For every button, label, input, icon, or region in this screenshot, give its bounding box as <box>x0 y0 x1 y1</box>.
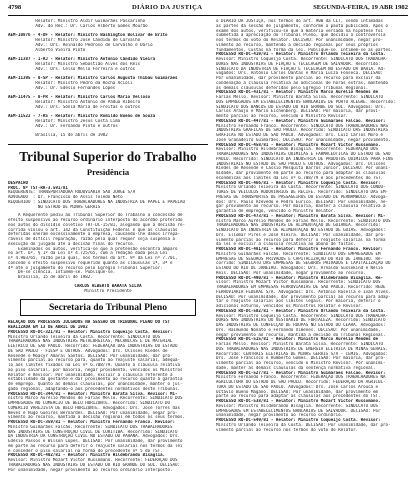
body-line: deferidas oneram excessivamente a empresa, causando-lhe danos irrepa- <box>8 232 181 237</box>
body-line: efeito suspensivo ao recurso ordinário interposto do acórdão proferido <box>8 218 183 222</box>
secretaria-line: nistro Marco Aurélio Mendes de Farias Mello. Recorrente: SINDICATO DOS <box>8 396 183 401</box>
right-line: da lei e excluir a cláusula relativa ao abono de faltas. <box>216 242 356 247</box>
page-header <box>8 4 408 14</box>
right-line: corrido: SINDICATO DAS EMPRESAS DE SEGUROS PRIVADOS E CAPITALIZAÇÃO DO <box>216 261 391 266</box>
secretaria-title: Secretaria do Tribunal Pleno <box>20 299 196 316</box>
right-line: PROCESSO RO-DC-527/81 - Relator: Ministro Guimarães Falcão. Revisor: <box>216 370 386 375</box>
right-line: econômicas aos limites da Lei nº 6.708/79 e aos precedentes do TST. <box>216 175 384 180</box>
right-line: Ministro Orlando Teixeira da Costa. Recorrente: SINDICATO DOS CONDU- <box>216 185 386 190</box>
right-line: Riedel de Resende e Cássio Mesquita Barros Júnior. DECISÃO: Por unani- <box>216 166 391 171</box>
right-line: DORES NAS INDÚSTRIAS DE FIAÇÃO E TECELAGEM DE SALVADOR. Recorrido: <box>216 61 381 66</box>
right-line: INDÚSTRIAS GRÁFICAS DE SÃO PAULO. Recorrido: SINDICATO DAS INDÚSTRIAS <box>216 128 389 133</box>
body-line: concedo o efeito suspensivo requerido quanto às cláusulas 1ª, 3ª e <box>8 260 173 265</box>
right-line: negar provimento ao recurso, mantida a decisão do Tribunal Regional. <box>216 332 386 337</box>
right-line: o DIÁRIO DA JUSTIÇA, nos termos do art. 900 da CLT, sendo intimadas <box>216 19 384 23</box>
right-line: PROCESSO RO-DC-447/81 - Relator: Ministro Guimarães Falcão. Revisor: <box>216 118 386 123</box>
body-line: no art. 6º, § 1º da Lei nº 4.725/65, com a redação dada pela Lei <box>8 251 168 256</box>
secretaria-line: Ministro Orlando Teixeira da Costa. Recorrente: SINDICATO DOS <box>8 334 161 339</box>
right-line: Ministro Fernando Franco. Recorrente: FEDERAÇÃO DOS TRABALHADORES NA <box>216 375 386 380</box>
left-column <box>8 19 208 472</box>
secretaria-line: REALIZADA EM 13 DE ABRIL DE 1982 <box>8 325 88 329</box>
right-line: PROCESSO RO-DC-431/81 - Relator: Ministro Marco Aurélio Mendes de <box>216 90 379 95</box>
right-line: garantia de emprego, vencido o Ministro Relator. <box>216 209 336 213</box>
case-line: Relator: Ministro Jesus Costa Lima <box>8 118 121 123</box>
right-line: TORES DE VEÍCULOS RODOVIÁRIOS DE RECIFE. Recorrido: SINDICATO DAS EM- <box>216 190 389 194</box>
right-line: Octávio Bueno Magano. DECISÃO: Por unanimidade, dar provimento em <box>216 389 379 394</box>
signature-role: Ministro Presidente <box>84 288 132 293</box>
despacho-line: NO ESTADO DE MINAS GERAIS <box>8 204 101 209</box>
body-line: Dê-se ciência. Intimem-se. Publique-se. <box>8 270 116 275</box>
right-line: DOS TRABALHADORES NAS INDÚSTRIAS DE ENERGIA ELÉTRICA DE MINAS GERAIS. <box>216 346 389 351</box>
right-line: SINDICATO DA INDÚSTRIA DE FIAÇÃO E TECELAGEM NO ESTADO DA BAHIA. Ad- <box>216 66 386 71</box>
body-line: nº 4.903/65, razão pela qual, nos termos do art. 9º da Lei nº 7.701, <box>8 256 178 260</box>
right-line: fundamentos. Custas na forma da lei. Publique-se. Intimem-se as partes. <box>216 47 393 52</box>
right-line: vogados: Drs. Antônio Carlos Dantas e Maria Luiza Fonseca. DECISÃO: <box>216 71 384 76</box>
right-line: PROCESSO RO-DC-419/81 - Relator: Ministro Orlando Teixeira da Costa. <box>216 52 386 57</box>
right-line: vimento parcial ao recurso nos termos do voto do Relator. <box>216 427 359 432</box>
body-line: 4ª até o julgamento do recurso pelo Egrégio Tribunal Superior. <box>8 265 163 270</box>
body-line: A Requerente pediu ao Tribunal Superior do Trabalho a concessão de <box>8 213 183 218</box>
right-line: Revisor: Ministro Coqueijo Costa. Recorrente: SINDICATO DOS TRABALHA- <box>216 313 389 318</box>
secretaria-text <box>8 320 208 472</box>
right-line: TRABALHADORES EM EMPRESAS FERROVIÁRIAS DE SÃO PAULO. Recorrido: REDE <box>216 285 386 289</box>
case-line: Relator: Ministro Sebastião Alves dos Reis <box>8 61 141 66</box>
case-line: Adv.: Dr. Fernando Pinto e outros <box>8 123 118 128</box>
case-line: Adv. do Rec.: Dr. Carlos Alberto Gomes Mourão <box>8 23 148 28</box>
right-line: Drs. José Francisco e Humberto Gomes. DECISÃO: Por maioria, dar pro- <box>216 356 386 361</box>
right-line: nistro Marco Aurélio Mendes de Farias Mello. Recorrente: SINDICATO DOS <box>216 218 391 223</box>
secretaria-line: Ministro Guimarães Falcão. Recorrente: SINDICATO DOS TRABALHADORES <box>8 424 173 429</box>
right-line: PROCESSO RO-DC-549/81 - Relator: Ministro Coqueijo Costa. Revisor: <box>216 418 381 422</box>
right-line: Ministro Guimarães Falcão. Recorrente: SINDICATO DOS EMPREGADOS EM <box>216 251 381 256</box>
despacho-body <box>8 213 208 280</box>
right-line: nos termos do voto do Relator. DECISÃO: Por unanimidade, negar pro- <box>216 38 384 42</box>
case-line: AEM-10876 - 4-DF - Relator: Ministro Washington Bolívar de Brito <box>8 33 168 38</box>
secretaria-line: ao piso salarial, por maioria, negar provimento, vencidos os Ministros <box>8 367 183 372</box>
right-column-text <box>216 19 408 432</box>
right-line: Ministro Fernando Franco. Recorrente: SINDICATO DOS TRABALHADORES NAS <box>216 123 389 128</box>
right-line: DECISÃO: Por unanimidade, dar provimento parcial ao recurso para adap- <box>216 294 391 299</box>
right-line: PROCESSO RO-DC-515/81 - Relator: Ministro Marco Aurélio Mendes de <box>216 337 379 342</box>
case-list-top <box>8 19 208 138</box>
right-line: PROCESSO RO-DC-458/81 - Relator: Ministro Mozart Victor Russomano. <box>216 142 381 147</box>
right-line: vimento parcial ao recurso para deferir o reajuste salarial na forma <box>216 237 386 242</box>
right-line: Recorrido: CENTRAIS ELÉTRICAS DE MINAS GERAIS S/A - CEMIG. Advogados: <box>216 351 389 356</box>
secretaria-line: Relator e Revisor. Por unanimidade, excluir a cláusula referente à <box>8 372 173 377</box>
secretaria-line: lo aos limites fixados na Lei nº 6.708/79. Quanto à cláusula relativa <box>8 363 181 367</box>
right-column <box>216 19 408 432</box>
body-line: Brasília, 15 de abril de 1982. <box>8 275 93 279</box>
right-line: SINDICATO DOS BANCOS DO ESTADO DO RIO GRANDE DO SUL. Advogados: Drs. <box>216 104 386 109</box>
right-line: mento parcial ao recurso, vencido o Ministro Revisor. <box>216 114 349 118</box>
right-line: TRABALHADORES NAS INDÚSTRIAS DE ALIMENTAÇÃO DE GOIÂNIA. Recorrido: <box>216 223 381 228</box>
secretaria-line: Resende e Moacyr Amaral Santos. DECISÃO: Por unanimidade, dar pro- <box>8 353 173 358</box>
right-line: parte ao recurso para adaptar as cláusulas aos precedentes do TST. <box>216 394 381 399</box>
right-line: PROCESSO RO-DC-473/81 - Relator: Ministro Barata Silva. Revisor: Mi- <box>216 213 386 218</box>
secretaria-line: de emprego. Quanto às demais cláusulas, por unanimidade, manter o jul- <box>8 382 183 386</box>
case-line: Relator: Ministro Pedro da Rocha Acioli <box>8 80 133 85</box>
case-line: AEM-11522 - 7-RS - Relator: Ministro Romildo Bueno de Souza <box>8 114 156 118</box>
right-line: ESTADO DO RIO DE JANEIRO. Advogados: Drs. Arnaldo Süssekind e Nélio <box>216 266 384 270</box>
case-line: Adv.: Drs. Reinaldo Pedroso de Carvalho e Dário <box>8 42 153 47</box>
right-line: dade, manter as demais cláusulas da sentença normativa regional. <box>216 365 376 370</box>
case-line: Alberto Vieira Pinto <box>8 47 86 52</box>
right-line: tar o reajuste salarial aos limites legais. Por maioria, deferir o <box>216 299 381 304</box>
secretaria-line: PROCESSO RO-DC-321/81 - Relator: Ministro Coqueijo Costa. Revisor: <box>8 329 173 334</box>
case-line: Relator: Ministro Antônio de Pádua Ribeiro <box>8 99 141 104</box>
right-line: TURA DO ESTADO DE SÃO PAULO. Advogados: Drs. José Carlos Arouca e <box>216 384 379 389</box>
secretaria-line: gado regional, adaptando-o aos precedentes normativos deste Tribunal. <box>8 386 181 391</box>
secretaria-line: COMÉRCIO VAREJISTA DE BELO HORIZONTE. Advogados: Drs. José Torres das <box>8 405 181 410</box>
header-rule <box>8 15 408 16</box>
right-line: EMPREGADOS EM ESTABELECIMENTOS BANCÁRIOS DE SALVADOR. DECISÃO: Por <box>216 408 381 413</box>
case-line: AEM-11387 - 1-RJ - Relator: Ministro Antônio Cândido Vieira <box>8 57 156 61</box>
case-line: Relator: Ministro José Cândido de Carvalho <box>8 38 141 42</box>
right-line: DORES NAS INDÚSTRIAS DO VESTUÁRIO DE FORTALEZA. Recorrido: SINDICATO <box>216 318 386 323</box>
secretaria-line: em parte ao recurso para deferir o reajuste salarial nos termos da lei <box>8 443 183 448</box>
right-line: Revisor: Ministro Coqueijo Costa. Recorrente: SINDICATO DOS TRABALHA- <box>216 57 389 61</box>
secretaria-line: Por unanimidade, negar provimento ao recurso ordinário interposto. <box>8 467 173 472</box>
right-line: EMPRESAS DE SEGUROS PRIVADOS E CAPITALIZAÇÃO DO RIO DE JANEIRO. Re- <box>216 256 384 261</box>
secretaria-line: ELÉTRICO DE SÃO PAULO. Recorrido: FEDERAÇÃO DAS INDÚSTRIAS DO ESTADO <box>8 344 178 348</box>
right-line: GRÁFICAS NO ESTADO DE SÃO PAULO. Advogados: Drs. Luiz Carlos Moro e <box>216 133 384 137</box>
right-line: Reis. DECISÃO: Por unanimidade, negar provimento ao recurso. <box>216 270 366 275</box>
secretaria-line: TRABALHADORES NAS INDÚSTRIAS METALÚRGICAS, MECÂNICAS E DE MATERIAL <box>8 339 173 344</box>
right-line: Revisor: Ministro Hildebrando Bisaglia. Recorrente: SINDICATO DOS <box>216 403 379 408</box>
despacho-line: REQUERIDO : SINDICATO DOS TRABALHADORES NA INDÚSTRIA DE PAPEL E PAPELÃO <box>8 199 185 204</box>
page-number: 4798 <box>8 4 22 11</box>
right-line: unanimidade, negar provimento ao recurso ordinário. <box>216 413 344 418</box>
right-line: Drs. Raimundo Nonato e Fernando Ximenes. DECISÃO: Por unanimidade, <box>216 327 381 332</box>
right-line: as partes da sessão de julgamento, conforme a pauta publicada. Após o <box>216 23 389 28</box>
right-line: submetida à apreciação do Tribunal Pleno, que decidiu a controvérsia <box>216 33 386 38</box>
secretaria-line: PROCESSO RO-DC-344/81 - Relator: Ministro Barata Silva. Revisor: Mi- <box>8 391 178 396</box>
section-presidencia: Presidência <box>86 166 130 177</box>
right-line: vimento ao recurso, mantendo a decisão regional por seus próprios <box>216 42 379 47</box>
case-line: Adv.: Drs. Sônia Maria de Freitas e outros <box>8 104 141 109</box>
signature-name: CARLOS ALBERTO BARATA SILVA <box>74 283 142 288</box>
secretaria-line: TRABALHADORES NAS INDÚSTRIAS DO ESTADO DO RIO GRANDE DO SUL. DECISÃO: <box>8 462 181 467</box>
right-line: PROCESSO RO-DC-502/81 - Relator: Ministro Orlando Teixeira da Costa. <box>216 308 386 313</box>
body-line: corrida violou o art. 142 da Constituição Federal e que as cláusulas <box>8 227 178 232</box>
case-line: Relator: Ministro Aldir Guimarães Passarinho <box>8 19 146 23</box>
right-line: FERROVIÁRIA FEDERAL S/A. Advogados: Drs. Antônio Rosella e Ivan Alves. <box>216 289 391 294</box>
right-line: Drs. Eliomar Pires e José Vieira. DECISÃO: Por unanimidade, dar pro- <box>216 232 386 237</box>
body-line: nos autos do dissídio coletivo TRT-DC-15/81, alegando que a decisão re- <box>8 222 185 227</box>
case-line: Adv.: Drs. Celso Mello Ferreira e outros <box>8 66 136 71</box>
right-line: PRESAS DE TRANSPORTES DE PASSAGEIROS DO ESTADO DE PERNAMBUCO. Advoga- <box>216 194 389 199</box>
court-title: Tribunal Superior do Trabalho <box>8 144 208 165</box>
secretaria-line: PROCESSO RO-DC-402/81 - Relator: Ministro Hildebrando Bisaglia. <box>8 453 166 458</box>
right-line: Carlos Araújo e Mário Eichenberg. DECISÃO: Por maioria, dar provi- <box>216 109 381 114</box>
right-line: PROCESSO RO-DC-538/81 - Relator: Ministro Mozart Victor Russomano. <box>216 399 381 403</box>
secretaria-line: RELAÇÃO DOS PROCESSOS JULGADOS NA SESSÃO DO TRIBUNAL PLENO DO TST <box>8 320 171 325</box>
right-line: José Granadeiro Guimarães. DECISÃO: Por unanimidade, negar provimento. <box>216 137 391 142</box>
despacho-line: PROC. Nº TST-RR-3.591/81 <box>8 185 68 190</box>
case-line: AEM-11475 - 0-PR - Relator: Ministro Carlos Mário Velloso <box>8 95 151 99</box>
despacho-line: ADVOGADO : Dr. Francisco de Assis Toledo Neto <box>8 195 123 199</box>
right-line: PROCESSO RO-DC-466/81 - Relator: Ministro Coqueijo Costa. Revisor: <box>216 180 381 185</box>
secretaria-line: PROCESSO RO-DC-359/81 - Relator: Ministro Fernando Franco. Revisor: <box>8 420 176 424</box>
right-line: PAULO. Recorrido: SINDICATO DA INDÚSTRIA DE PRODUTOS QUÍMICOS PARA FINS <box>216 156 393 161</box>
secretaria-line: Revisor: Ministro Mozart Victor Russomano. Recorrente: FEDERAÇÃO DOS <box>8 458 178 462</box>
secretaria-line: vimento ao recurso, mantida a decisão regional em todos os seus termos. <box>8 415 185 420</box>
right-line: TRABALHADORES NAS INDÚSTRIAS QUÍMICAS E FARMACÊUTICAS DO ESTADO DE SÃO <box>216 152 391 156</box>
right-line: Farias Mello. Revisor: Ministro Barata Silva. Recorrente: SINDICATO <box>216 342 384 346</box>
right-line: DOS EMPREGADOS EM ESTABELECIMENTOS BANCÁRIOS DE PORTO ALEGRE. Recorrido: <box>216 99 396 104</box>
case-line: Brasília, 15 de abril de 1982 <box>8 133 108 137</box>
body-line: execução do julgado até a decisão final do recurso. <box>8 241 136 246</box>
despacho-line: REQUERENTE: TRANSPORTADORA RODOVIÁRIA SÃO JORGE S/A <box>8 190 136 195</box>
right-line: midade, dar provimento em parte ao recurso para adaptar as cláusulas <box>216 171 386 175</box>
secretaria-line: DE SÃO PAULO - FIESP E OUTROS. Advogados: Drs. Ulisses Riedel de <box>8 348 168 353</box>
right-line: Por unanimidade, dar provimento parcial ao recurso para excluir da <box>216 76 381 80</box>
right-line: vimento parcial ao recurso, vencido o Ministro Revisor. Por unanimi- <box>216 361 386 365</box>
right-line: condenação a cláusula relativa ao adicional de horas extras, mantendo <box>216 80 389 85</box>
body-line: Examinados os autos, verifica-se que a pretensão encontra amparo <box>8 246 178 251</box>
right-line: SINDICATO DA INDÚSTRIA DE ALIMENTAÇÃO NO ESTADO DE GOIÁS. Advogados: <box>216 228 386 232</box>
right-line: adicional noturno, vencidos os Ministros Relator e Revisor. <box>216 304 364 308</box>
despacho-header <box>8 181 208 210</box>
right-line: PROCESSO RO-DC-490/81 - Relator: Ministro Hildebrando Bisaglia. Re- <box>216 275 384 280</box>
body-line: ráveis de difícil reparação, razão pela qual requer seja suspensa a <box>8 237 176 241</box>
right-line: AGRICULTURA DO ESTADO DE SÃO PAULO. Recorrido: FEDERAÇÃO DA AGRICUL- <box>216 380 386 384</box>
case-line: Adv.: Dr. Edésio Fernandes Lopes <box>8 85 116 90</box>
right-line: visor: Ministro Mozart Victor Russomano. Recorrente: SINDICATO DOS <box>216 280 381 285</box>
right-line: gar provimento ao recurso. Por maioria, manter a cláusula relativa à <box>216 204 386 209</box>
right-line: dos: Drs. Paulo Azevedo e Pedro Eurico. DECISÃO: Por unanimidade, ne- <box>216 199 389 204</box>
secretaria-line: estabilidade da gestante e dar provimento ao recurso quanto à garantia <box>8 377 183 382</box>
right-line: as demais cláusulas deferidas pelo Egrégio Tribunal Regional. <box>216 85 369 90</box>
right-line: Revisor: Ministro Hildebrando Bisaglia. Recorrente: FEDERAÇÃO DOS <box>216 147 379 152</box>
secretaria-line: vimento parcial ao recurso para, quanto ao reajuste salarial, adequá- <box>8 358 181 363</box>
publication-name: DIÁRIO DA JUSTIÇA <box>131 4 203 11</box>
page-date: SEGUNDA-FEIRA, 19 ABR 1982 <box>313 4 408 11</box>
right-line: Farias Mello. Revisor: Ministro Barata Silva. Recorrente: SINDICATO <box>216 95 384 99</box>
right-line: exame dos autos, verificou-se que a matéria versada na hipótese foi <box>216 28 384 33</box>
secretaria-line: DA INDÚSTRIA DA CONSTRUÇÃO CIVIL NO ESTADO DO PARANÁ. Advogados: Drs. <box>8 434 181 439</box>
secretaria-line: Edésio Passos e Wilson Lopes. DECISÃO: Por unanimidade, dar provimento <box>8 439 183 443</box>
secretaria-line: NAS INDÚSTRIAS DE CONSTRUÇÃO CIVIL DE CURITIBA. Recorrido: SINDICATO <box>8 429 178 434</box>
secretaria-line: EMPREGADOS NO COMÉRCIO DE BELO HORIZONTE. Recorrido: SINDICATO DO <box>8 401 171 405</box>
secretaria-line: e conceder o piso salarial na forma do precedente nº 5 do TST. <box>8 448 163 453</box>
right-line: PROCESSO RO-DC-481/81 - Relator: Ministro Fernando Franco. Revisor: <box>216 247 384 251</box>
despacho-line: DESPACHO <box>8 180 28 185</box>
secretaria-line: Neves e Hugo Gueiros Bernardes. DECISÃO: Por unanimidade, negar pro- <box>8 410 178 415</box>
right-line: DAS INDÚSTRIAS DE CONFECÇÃO DE ROUPAS NO ESTADO DO CEARÁ. Advogados: <box>216 323 386 327</box>
right-line: Ministro Orlando Teixeira da Costa. DECISÃO: Por unanimidade, dar pro- <box>216 422 391 427</box>
right-line: INDUSTRIAIS NO ESTADO DE SÃO PAULO E OUTROS. Advogados: Drs. Ulisses <box>216 161 386 166</box>
case-line: AEM-11395 - 0-SP - Relator: Ministro Carlos Augusto Thibau Guimarães <box>8 76 178 80</box>
